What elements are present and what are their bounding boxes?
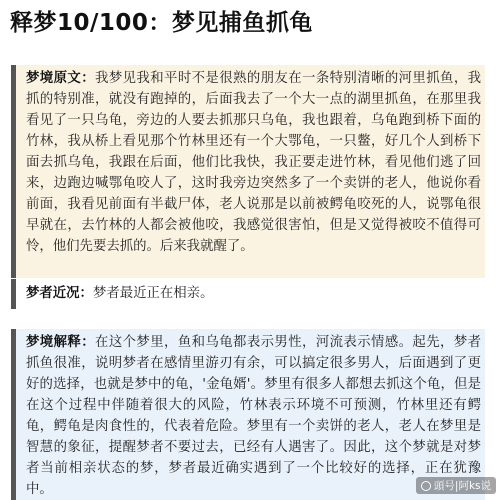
dream-interpretation-text: 在这个梦里，鱼和乌龟都表示男性，河流表示情感。起先，梦者抓鱼很准，说明梦者在感情里游刃有余，可以搞定很多男人，后面遇到了更好的选择，也就是梦中的龟，'金龟婿'。梦里有很多人都想去抓这个龟，但是在这个过程中伴随着很大的风险，竹林表示环境不可预测，竹林里还有鳄龟，鳄龟是肉食性的，代表着危险。梦里有一个卖饼的老人，老人在梦里是智慧的象征，提醒梦者不要过去，已经有人遇害了。因此，这个梦就是对梦者当前相亲状态的梦，梦者最近确实遇到了一个比较好的选择，正在犹豫中。 [26, 335, 482, 497]
dream-original-paragraph [26, 68, 481, 257]
dreamer-recent-text: 梦者最近正在相亲。 [92, 286, 214, 301]
watermark-text: 頭号|阿ks说 [433, 480, 491, 492]
watermark [416, 477, 496, 494]
dream-interpretation-label: 梦境解释： [26, 335, 96, 350]
dream-original-text: 我梦见我和平时不是很熟的朋友在一条特别清晰的河里抓鱼，我抓的特别准，就没有跑掉的，后面我去了一个大一点的湖里抓鱼，在那里我看见了一只乌龟，旁边的人要去抓那只乌龟，我也跟着，乌龟跑到桥下面的竹林，我从桥上看见那个竹林里还有一个大鄂龟，一只鳖，好几个人到桥下面去抓乌龟，我跟在后面，他们比我快，我正要走进竹林，看见他们逃了回来，边跑边喊鄂龟咬人了，这时我旁边突然多了一个卖饼的老人，他说你看前面，我看见前面有半截尸体，老人说那是以前被鳄龟咬死的人，说鄂龟很早就在，去竹林的人都会被他咬，我感觉很害怕，但是又觉得被咬不值得可怜，他们先要去抓的。后来我就醒了。 [26, 71, 482, 254]
dream-interpretation-section [11, 329, 485, 500]
dream-original-label: 梦境原文： [26, 71, 96, 86]
page-title: 释梦10/100：梦见捕鱼抓龟 [10, 10, 313, 36]
dream-interpretation-paragraph [26, 332, 481, 500]
dreamer-recent-paragraph [26, 283, 481, 304]
dreamer-recent-section [11, 279, 485, 309]
dream-original-section [11, 65, 485, 278]
paw-icon [421, 481, 431, 491]
dreamer-recent-label: 梦者近况： [26, 286, 93, 301]
